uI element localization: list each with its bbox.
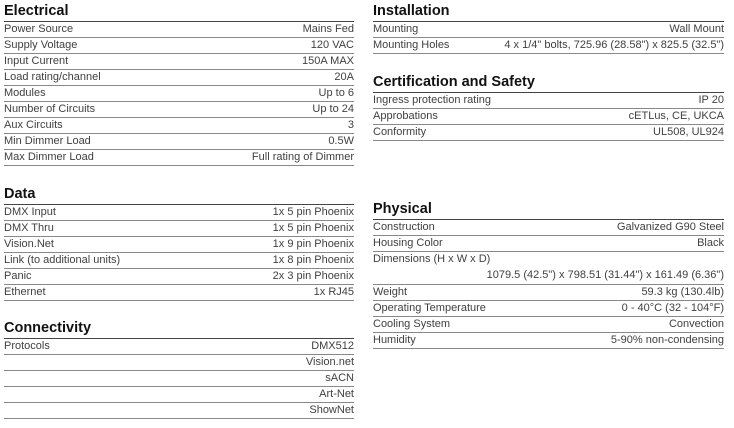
spec-row <box>4 134 354 150</box>
spec-label: Aux Circuits <box>4 119 63 131</box>
spec-row <box>373 301 724 317</box>
spec-label: Modules <box>4 87 46 99</box>
physical-section <box>373 199 724 349</box>
spec-value: 2x 3 pin Phoenix <box>272 270 354 282</box>
spec-label: Link (to additional units) <box>4 254 121 266</box>
spec-row <box>4 86 354 102</box>
spec-row <box>373 109 724 125</box>
connectivity-section <box>4 318 354 419</box>
spec-row <box>4 205 354 221</box>
spec-label: Number of Circuits <box>4 103 96 115</box>
connectivity-rows <box>4 339 354 419</box>
electrical-section <box>4 1 354 166</box>
spec-row <box>4 285 354 301</box>
spec-value: 150A MAX <box>302 55 354 67</box>
spec-label: Operating Temperature <box>373 302 486 314</box>
spec-row <box>4 22 354 38</box>
spec-value: Galvanized G90 Steel <box>616 221 724 233</box>
spec-value: cETLus, CE, UKCA <box>628 110 724 122</box>
certification-rows <box>373 93 724 141</box>
spec-row <box>4 102 354 118</box>
spec-value: IP 20 <box>698 94 724 106</box>
spec-label: Approbations <box>373 110 438 122</box>
spec-row <box>4 54 354 70</box>
spec-row <box>4 253 354 269</box>
spec-value: sACN <box>325 372 354 384</box>
spec-label: Power Source <box>4 23 74 35</box>
spec-row <box>4 237 354 253</box>
spec-value: 1x 5 pin Phoenix <box>272 222 354 234</box>
spec-value: 1x 5 pin Phoenix <box>272 206 354 218</box>
spec-value: Art-Net <box>319 388 354 400</box>
installation-heading: Installation <box>373 1 724 22</box>
spec-value: Up to 6 <box>318 87 354 99</box>
spec-label: DMX Input <box>4 206 56 218</box>
spec-value: Convection <box>668 318 724 330</box>
spec-label: Conformity <box>373 126 427 138</box>
spec-row <box>4 355 354 371</box>
spec-value: Vision.net <box>305 356 354 368</box>
spec-value: 20A <box>334 71 354 83</box>
spec-row <box>373 22 724 38</box>
spec-row <box>4 70 354 86</box>
spec-label: Supply Voltage <box>4 39 78 51</box>
spec-value: UL508, UL924 <box>653 126 724 138</box>
connectivity-heading: Connectivity <box>4 318 354 339</box>
spec-label: Protocols <box>4 340 50 352</box>
spec-label: Cooling System <box>373 318 451 330</box>
data-heading: Data <box>4 184 354 205</box>
spec-row <box>4 371 354 387</box>
spec-value: Black <box>697 237 724 249</box>
spec-value: Full rating of Dimmer <box>251 151 354 163</box>
spec-row <box>373 317 724 333</box>
spec-value: 4 x 1/4" bolts, 725.96 (28.58") x 825.5 (32.5") <box>504 39 724 51</box>
spec-value: 1x 9 pin Phoenix <box>272 238 354 250</box>
spec-row <box>373 252 724 285</box>
spec-value: 5-90% non-condensing <box>610 334 724 346</box>
spec-label: Ethernet <box>4 286 46 298</box>
spec-label: Humidity <box>373 334 416 346</box>
spec-label: Housing Color <box>373 237 443 249</box>
spec-row <box>373 125 724 141</box>
spec-row <box>373 333 724 349</box>
spec-label: Input Current <box>4 55 69 67</box>
spec-label: Ingress protection rating <box>373 94 492 106</box>
spec-value: 1x RJ45 <box>313 286 354 298</box>
spec-value: 120 VAC <box>310 39 354 51</box>
certification-section <box>373 72 724 141</box>
spec-row <box>373 220 724 236</box>
certification-heading: Certification and Safety <box>373 72 724 93</box>
spec-value: 3 <box>347 119 354 131</box>
installation-rows <box>373 22 724 54</box>
spec-row <box>4 38 354 54</box>
spec-value: Wall Mount <box>669 23 724 35</box>
spec-value: 0 - 40°C (32 - 104°F) <box>621 302 724 314</box>
spec-label: Dimensions (H x W x D) <box>373 253 491 265</box>
spec-value: ShowNet <box>309 404 354 416</box>
electrical-heading: Electrical <box>4 1 354 22</box>
spec-value: 59.3 kg (130.4lb) <box>641 286 724 298</box>
installation-section <box>373 1 724 54</box>
physical-heading: Physical <box>373 199 724 220</box>
spec-value: 1079.5 (42.5") x 798.51 (31.44") x 161.49 (6.36") <box>486 269 724 281</box>
data-section <box>4 184 354 301</box>
spec-label: Panic <box>4 270 32 282</box>
spec-label: DMX Thru <box>4 222 54 234</box>
spec-label: Min Dimmer Load <box>4 135 91 147</box>
spec-label: Vision.Net <box>4 238 54 250</box>
spec-label: Mounting <box>373 23 419 35</box>
spec-row <box>4 269 354 285</box>
electrical-rows <box>4 22 354 166</box>
spec-row <box>373 38 724 54</box>
spec-label: Weight <box>373 286 408 298</box>
physical-rows <box>373 220 724 349</box>
spec-value: Mains Fed <box>302 23 354 35</box>
spec-row <box>4 403 354 419</box>
spec-row <box>4 339 354 355</box>
spec-label: Load rating/channel <box>4 71 101 83</box>
spec-value: Up to 24 <box>312 103 354 115</box>
spec-value: 1x 8 pin Phoenix <box>272 254 354 266</box>
spec-value: DMX512 <box>311 340 354 352</box>
spec-label: Construction <box>373 221 435 233</box>
spec-row <box>373 236 724 252</box>
spec-label: Max Dimmer Load <box>4 151 94 163</box>
spec-row <box>373 285 724 301</box>
spec-value: 0.5W <box>328 135 354 147</box>
spec-row <box>4 387 354 403</box>
spec-row <box>4 221 354 237</box>
spec-row <box>373 93 724 109</box>
spec-label: Mounting Holes <box>373 39 450 51</box>
spec-row <box>4 118 354 134</box>
data-rows <box>4 205 354 301</box>
spec-row <box>4 150 354 166</box>
